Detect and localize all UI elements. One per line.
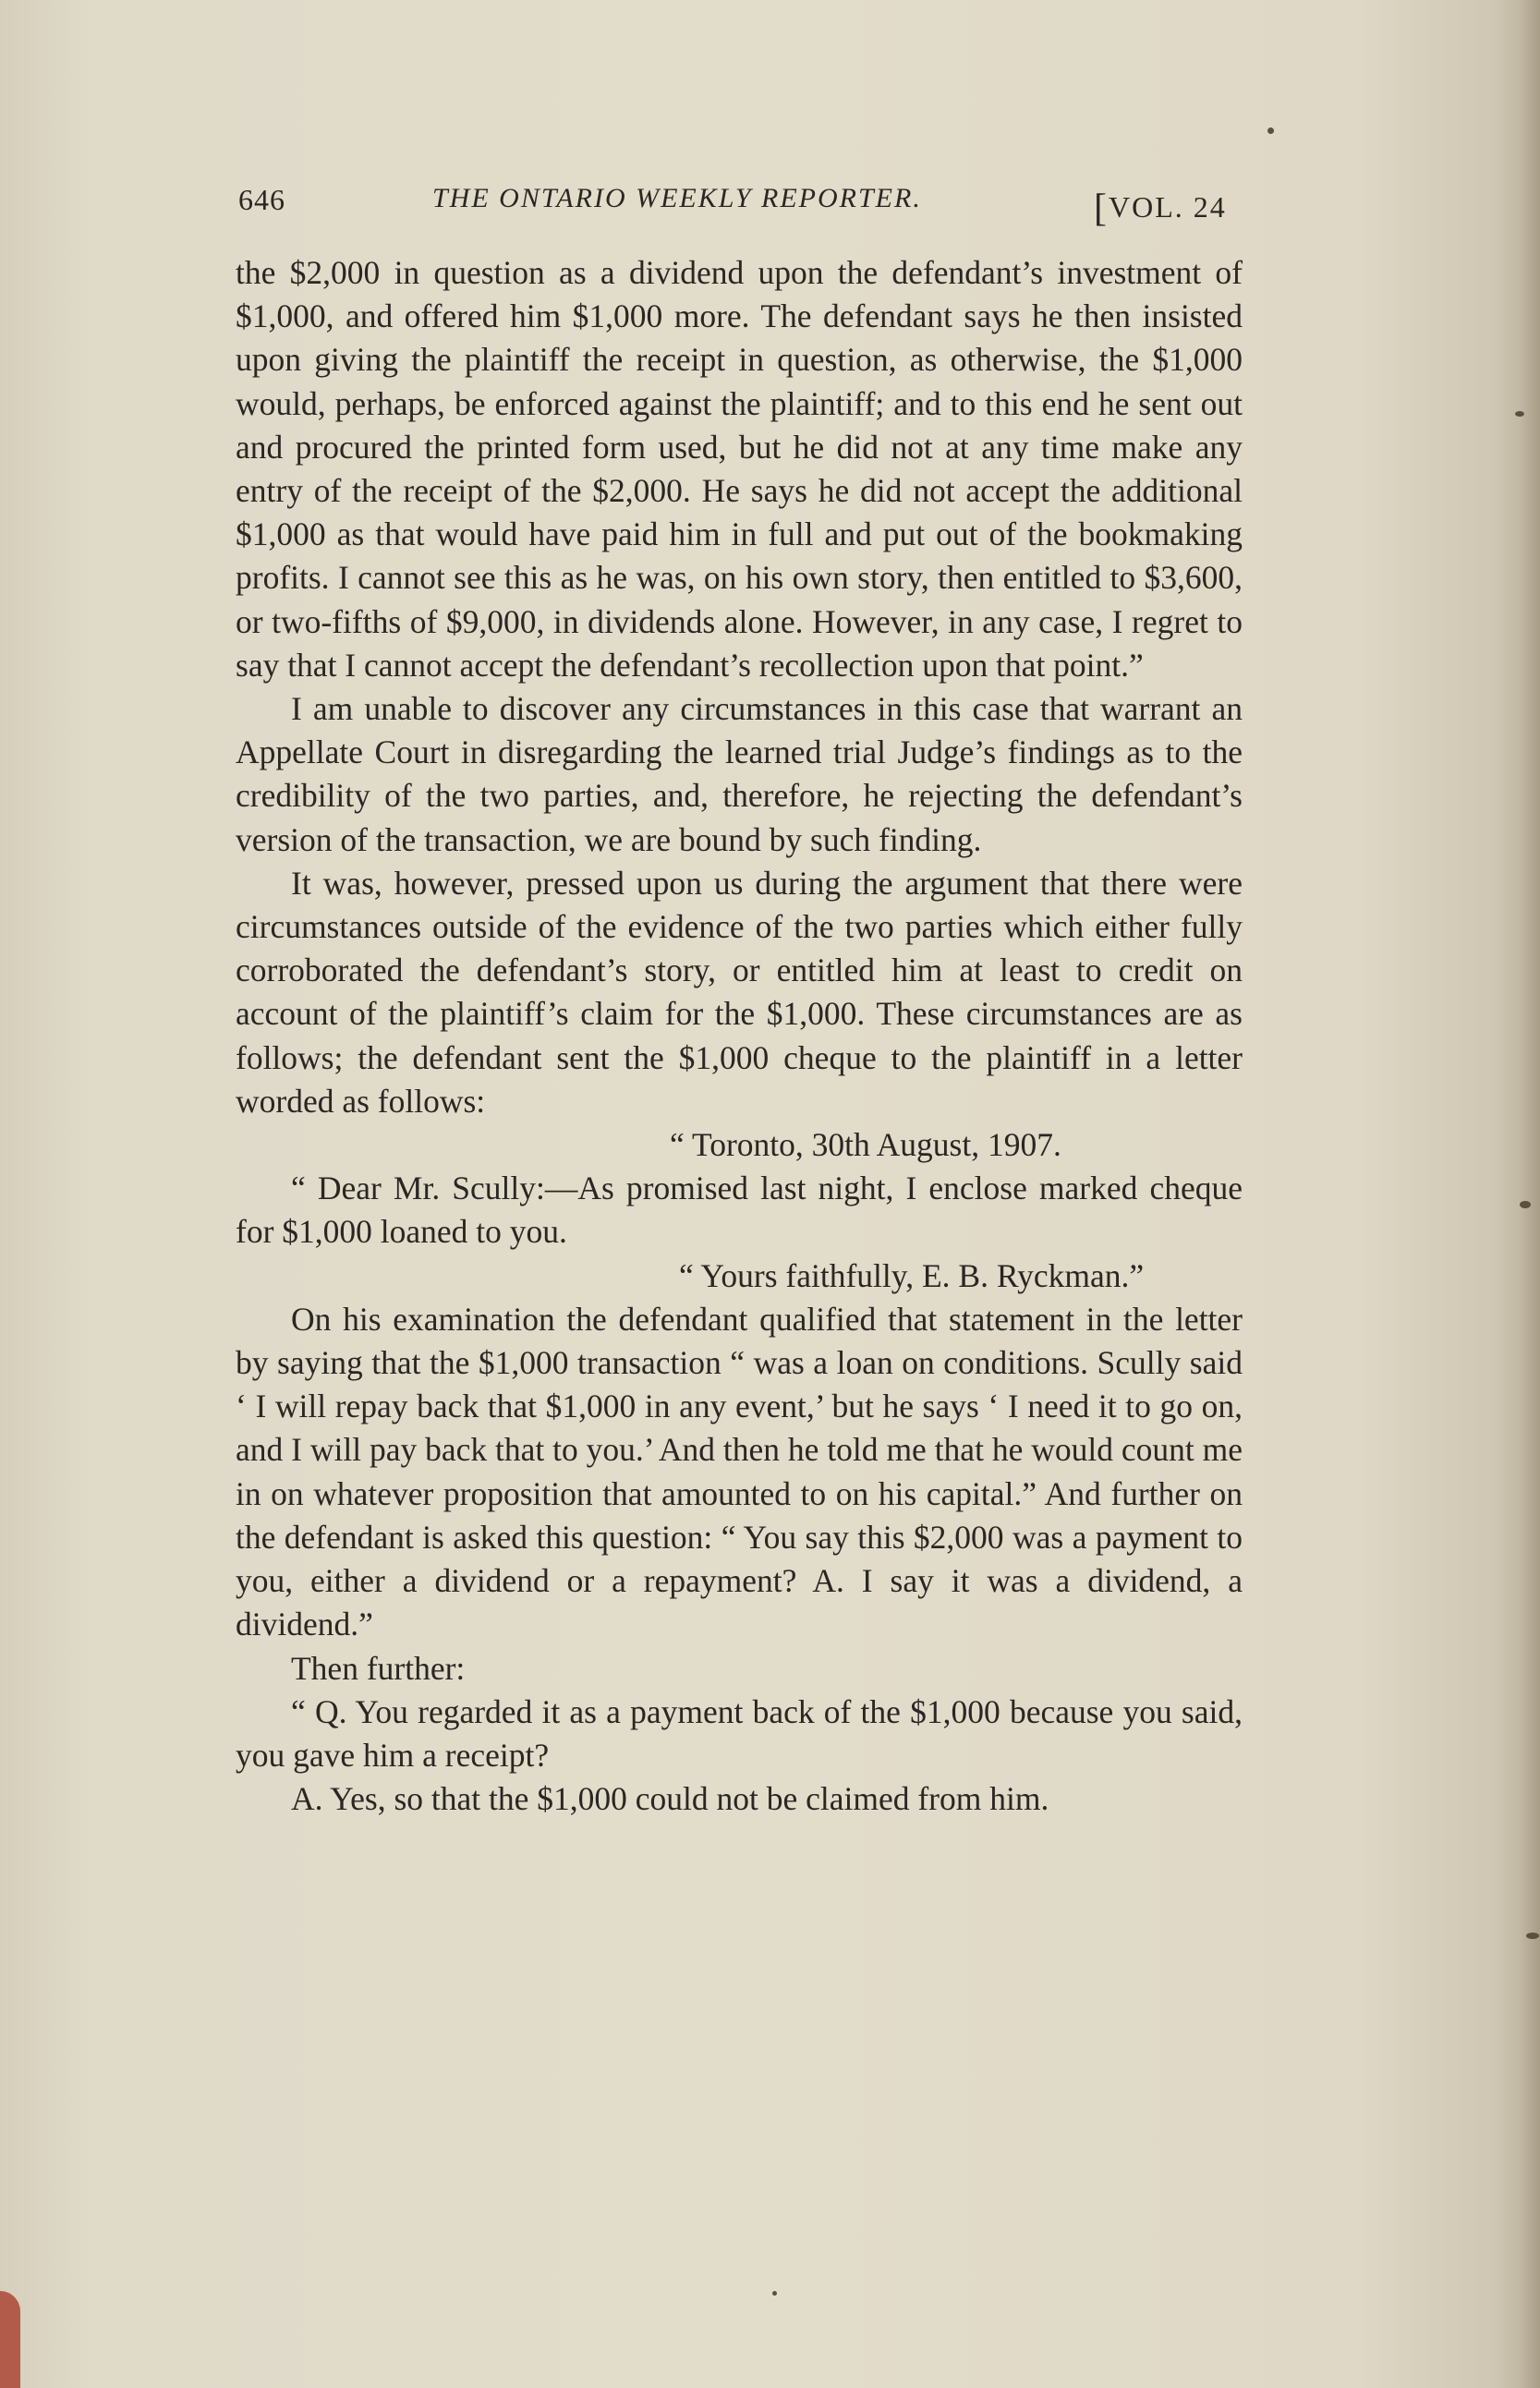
paper-speck [772, 2291, 777, 2296]
letter-body: “ Dear Mr. Scully:—As promised last night, I enclose marked cheque for $1,000 loaned to you. [236, 1170, 1243, 1251]
page-corner-damage [0, 2291, 20, 2388]
paragraph-answer: A. Yes, so that the $1,000 could not be claimed from him. [291, 1780, 1049, 1818]
journal-title: THE ONTARIO WEEKLY REPORTER. [432, 183, 922, 213]
volume-number: VOL. 24 [1109, 190, 1227, 224]
letter-date: “ Toronto, 30th August, 1907. [670, 1126, 1061, 1164]
volume-bracket: [ [1094, 188, 1109, 230]
paragraph-examination: On his examination the defendant qualified that statement in the letter by saying that the $1,000 transaction “ was a loan on conditions. Scully said ‘ I will repay back that $1,000 in any event,’ but he says ‘ I need it to go on, and I will pay back that to you.’ And then he told me that he would count me in on whatever proposition that amounted to on his capital.” And further on the defendant is asked this question: “ You say this $2,000 was a payment to you, either a dividend or a repayment? A. I say it was a dividend, a dividend.” [236, 1300, 1243, 1643]
paper-speck [1515, 411, 1524, 417]
paragraph-continued-quote: the $2,000 in question as a dividend upon the defendant’s investment of $1,000, and offered him $1,000 more. The defendant says he then insisted upon giving the plaintiff the receipt in question, as otherwise, the $1,000 would, perhaps, be enforced against the plaintiff; and to this end he sent out and procured the printed form used, but he did not at any time make any entry of the receipt of the $2,000. He says he did not accept the additional $1,000 as that would have paid him in full and put out of the bookmaking profits. I cannot see this as he was, on his own story, then entitled to $3,600, or two-fifths of $9,000, in dividends alone. However, in any case, I regret to say that I cannot accept the defendant’s recollection upon that point.” [236, 254, 1243, 684]
paragraph-circumstances: It was, however, pressed upon us during the argument that there were circumstances outside of the evidence of the two parties which either fully corroborated the defendant’s story, or entitled him at least to credit on account of the plaintiff’s claim for the $1,000. These circumstances are as follows; the defendant sent the $1,000 cheque to the plaintiff in a letter worded as follows: [236, 864, 1243, 1120]
letter-signature: “ Yours faithfully, E. B. Ryckman.” [679, 1256, 1145, 1294]
body-text [236, 251, 1243, 1821]
running-head [238, 176, 1245, 231]
volume-label [1094, 183, 1227, 230]
paper-speck [1520, 1201, 1531, 1208]
page-number: 646 [238, 183, 285, 216]
page-edge-shadow [1520, 0, 1540, 2388]
paragraph-then-further: Then further: [291, 1649, 466, 1687]
paragraph-question: “ Q. You regarded it as a payment back of the $1,000 because you said, you gave him a receipt? [236, 1692, 1243, 1774]
paper-speck [1526, 1933, 1539, 1939]
paper-speck [1267, 127, 1274, 134]
paragraph-credibility: I am unable to discover any circumstances in this case that warrant an Appellate Court in disregarding the learned trial Judge’s findings as to the credibility of the two parties, and, therefore, he rejecting the defendant’s version of the transaction, we are bound by such finding. [236, 690, 1243, 858]
